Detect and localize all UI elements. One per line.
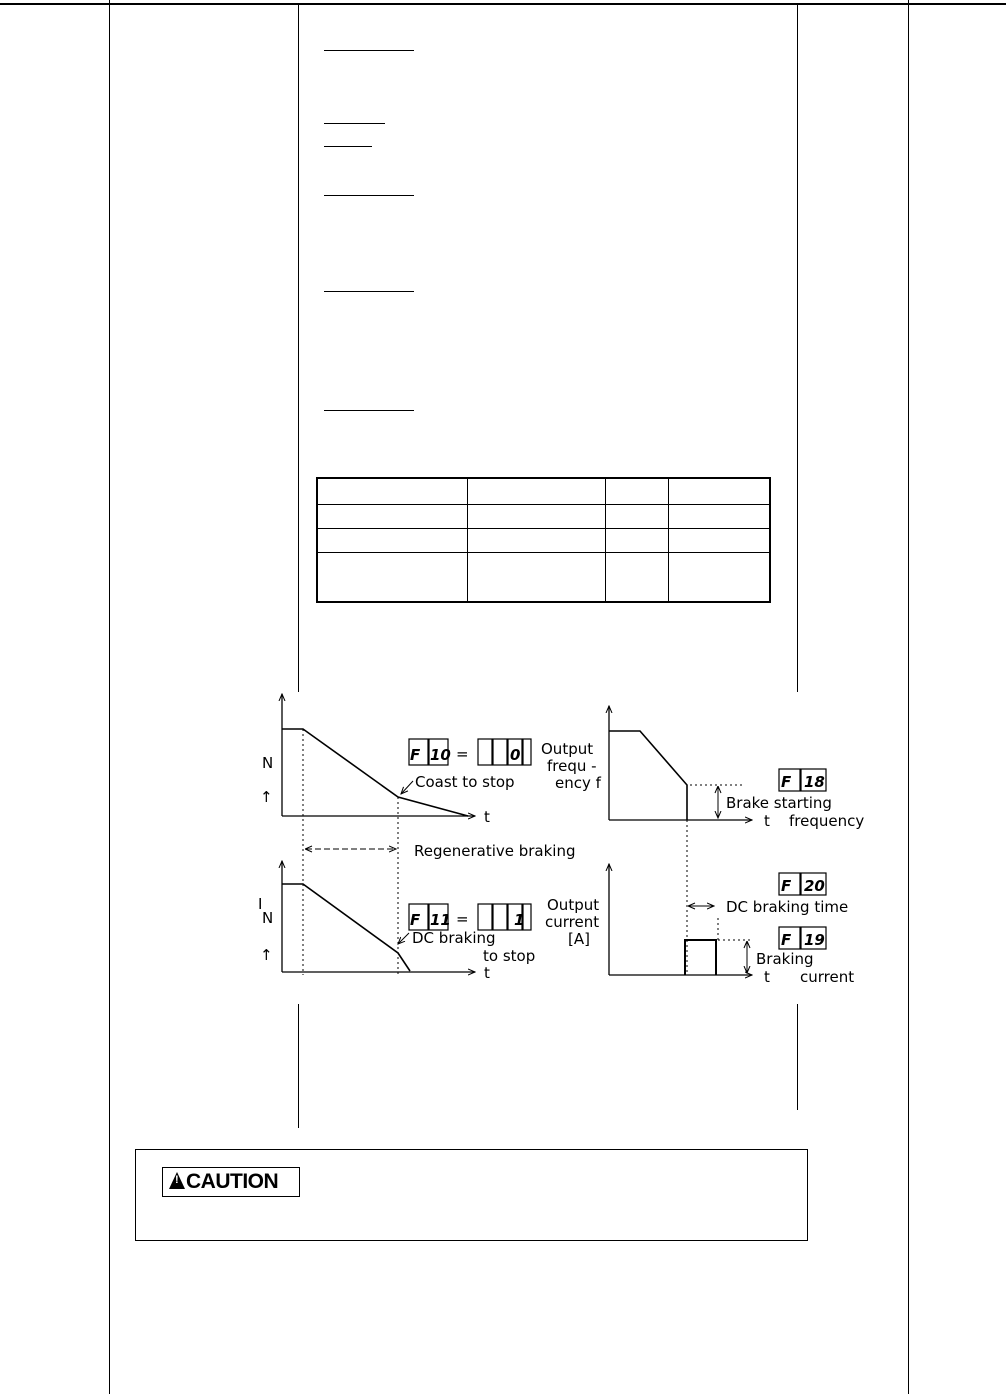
warning-triangle-icon [169, 1172, 185, 1189]
up-arrow-label: ↑ [260, 946, 273, 964]
param-display-f11 [409, 904, 531, 930]
dc-braking-label: DC braking [412, 929, 496, 947]
display-digit: 20 [804, 877, 825, 895]
display-digit: F [781, 931, 792, 949]
current-label: current [545, 913, 600, 931]
t-axis-label: t [484, 808, 490, 826]
display-digit: F [410, 911, 421, 929]
frequency-label: frequency [789, 812, 865, 830]
frequency-curve [609, 731, 687, 820]
caution-badge [162, 1167, 300, 1197]
ency-f-label: ency f [555, 774, 601, 792]
pointer-arrow [398, 933, 409, 944]
frequ-label: frequ - [547, 757, 597, 775]
i-mark-label: I [258, 895, 263, 913]
n-axis-label: N [262, 909, 274, 927]
current-label: current [800, 968, 855, 986]
amp-unit-label: [A] [568, 930, 590, 948]
to-stop-label: to stop [483, 947, 536, 965]
braking-current-pulse [685, 940, 716, 975]
t-axis-label: t [764, 968, 770, 986]
display-digit: F [781, 773, 792, 791]
display-digit: 18 [804, 773, 825, 791]
equals-sign: = [456, 910, 469, 928]
param-display-f10 [409, 739, 531, 765]
display-digit: F [781, 877, 792, 895]
display-digit: 19 [804, 931, 825, 949]
param-display-f18 [779, 769, 826, 791]
output-current-graph [609, 864, 752, 975]
pointer-arrow [401, 781, 413, 794]
regenerative-braking-label: Regenerative braking [414, 842, 576, 860]
brake-starting-label: Brake starting [726, 794, 832, 812]
display-digit: 10 [430, 746, 451, 764]
equals-sign: = [456, 745, 469, 763]
output-label: Output [541, 740, 594, 758]
speed-curve [282, 884, 410, 971]
param-display-f20 [779, 873, 826, 895]
display-digit: 11 [430, 911, 451, 929]
param-display-f19 [779, 927, 826, 949]
dc-braking-time-label: DC braking time [726, 898, 849, 916]
caution-label: CAUTION [186, 1170, 279, 1193]
t-axis-label: t [484, 964, 490, 982]
display-digit: 1 [514, 911, 525, 929]
display-digit: F [410, 746, 421, 764]
display-digit: 0 [510, 746, 521, 764]
coast-to-stop-label: Coast to stop [415, 773, 515, 791]
caution-box [135, 1149, 808, 1241]
output-label: Output [547, 896, 600, 914]
braking-label: Braking [756, 950, 814, 968]
n-axis-label: N [262, 754, 274, 772]
up-arrow-label: ↑ [260, 788, 273, 806]
t-axis-label: t [764, 812, 770, 830]
